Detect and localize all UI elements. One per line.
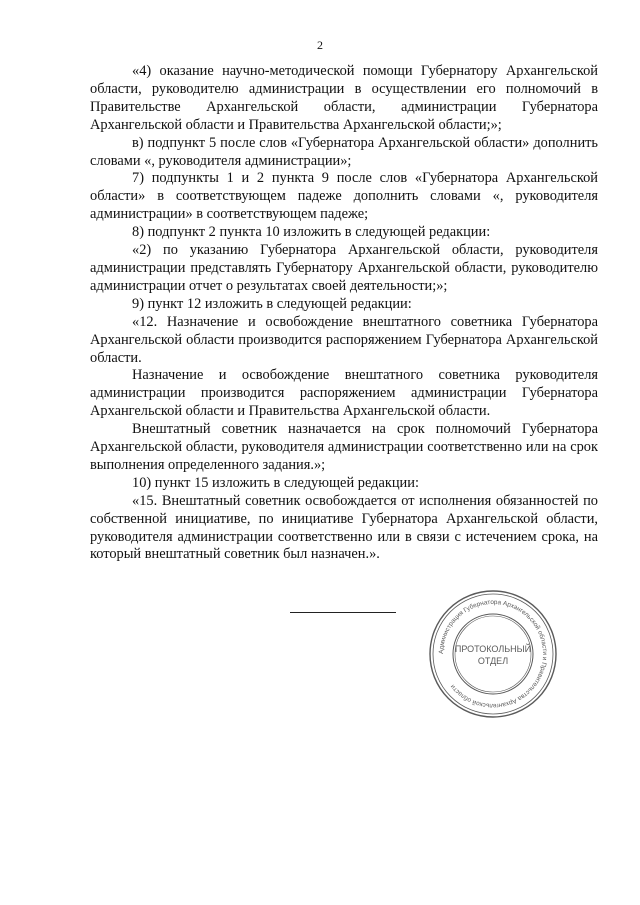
stamp-center-line2: ОТДЕЛ bbox=[477, 656, 509, 666]
paragraph: «4) оказание научно-методической помощи Губернатору Архангельской области, руководителю администрации в осуществлении его полномочий в Правительстве Архангельской области, администрации Губернатора Архангельской области и Правительства Архангельской области;»; bbox=[90, 63, 598, 133]
stamp-ring-text bbox=[438, 599, 548, 709]
paragraph: Внештатный советник назначается на срок полномочий Губернатора Архангельской области, руководителя администрации соответственно или на срок выполнения определенного задания.»; bbox=[90, 421, 598, 473]
stamp-center-line1: ПРОТОКОЛЬНЫЙ bbox=[454, 644, 532, 654]
paragraph: «15. Внештатный советник освобождается от исполнения обязанностей по собственной инициативе, по инициативе Губернатора Архангельской области, руководителя администрации соответственно или в связи с истечением срока, на который внештатный советник был назначен.». bbox=[90, 492, 598, 563]
document-body bbox=[90, 63, 598, 564]
paragraph: 7) подпункты 1 и 2 пункта 9 после слов «Губернатора Архангельской области» в соответствующем падеже дополнить словами «, руководителя администрации» в соответствующем падеже; bbox=[90, 170, 598, 223]
paragraph: «12. Назначение и освобождение внештатного советника Губернатора Архангельской области производится распоряжением Губернатора Архангельской области. bbox=[90, 313, 598, 366]
official-stamp bbox=[427, 588, 559, 720]
paragraph: 9) пункт 12 изложить в следующей редакции: bbox=[132, 295, 412, 312]
signature-line bbox=[290, 612, 396, 613]
paragraph: 8) подпункт 2 пункта 10 изложить в следующей редакции: bbox=[132, 224, 491, 241]
paragraph: 10) пункт 15 изложить в следующей редакции: bbox=[132, 474, 419, 491]
paragraph: Назначение и освобождение внештатного советника руководителя администрации производится распоряжением администрации Губернатора Архангельской области и Правительства Архангельской области. bbox=[90, 367, 598, 420]
paragraph: в) подпункт 5 после слов «Губернатора Архангельской области» дополнить словами «, руководителя администрации»; bbox=[90, 134, 598, 169]
stamp-rings bbox=[430, 591, 556, 717]
stamp-ring-textpath: Администрация Губернатора Архангельской области и Правительства Архангельской области bbox=[437, 598, 549, 710]
page-number: 2 bbox=[317, 38, 323, 52]
paragraph: «2) по указанию Губернатора Архангельской области, руководителя администрации представлять Губернатору Архангельской области, руководителю администрации отчет о результатах своей деятельности;»; bbox=[90, 242, 598, 294]
